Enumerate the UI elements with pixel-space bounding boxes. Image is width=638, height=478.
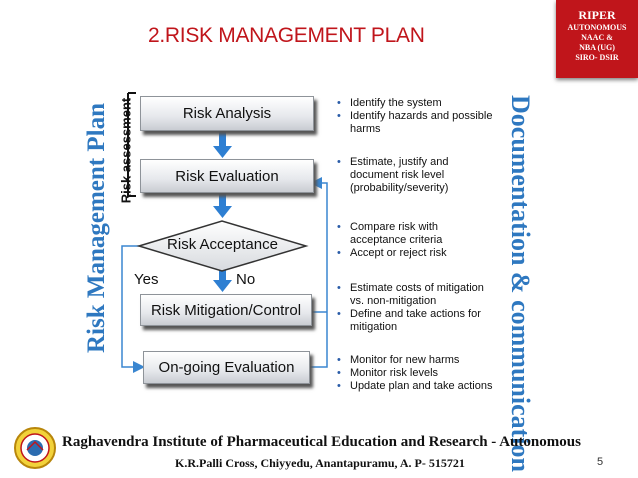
page-title: 2.RISK MANAGEMENT PLAN [148,24,425,47]
list-item: • Update plan and take actions [337,380,493,392]
institute-seal-logo [13,426,57,470]
yes-label: Yes [134,271,159,288]
no-label: No [236,271,256,288]
footer-institute-name: Raghavendra Institute of Pharmaceutical Education and Research - Autonomous [62,434,581,450]
evaluation-bullets [337,156,497,195]
page-number: 5 [597,456,604,468]
analysis-bullets [337,97,497,136]
footer-address: K.R.Palli Cross, Chiyyedu, Anantapuramu, A. P- 515721 [175,456,465,470]
assessment-bracket [128,93,136,196]
list-item: • Estimate costs of mitigation vs. non-mitigation [337,282,484,307]
badge-line: SIRO- DSIR [575,53,619,62]
badge-line: NBA (UG) [579,43,615,52]
yes-branch-line [122,246,142,367]
risk-acceptance-label: Risk Acceptance [167,236,278,253]
list-item: • Identify hazards and possible harms [337,110,493,135]
mitigation-bullets [337,282,497,334]
list-item: • Monitor risk levels [337,367,439,379]
badge-name: RIPER [578,8,616,22]
list-item: • Compare risk with acceptance criteria [337,221,443,246]
risk-analysis-label: Risk Analysis [182,105,272,122]
ongoing-evaluation-box [143,351,310,384]
documentation-communication-label: Documentation & communication [506,95,535,472]
list-item: • Monitor for new harms [337,354,460,366]
list-item: • Estimate, justify and document risk level (probability/severity) [337,156,449,194]
badge-line: NAAC & [581,33,613,42]
ongoing-bullets [337,354,507,393]
risk-management-plan-label: Risk Management Plan [83,103,110,353]
risk-analysis-box [140,96,314,131]
list-item: • Identify the system [337,97,442,109]
risk-assessment-label: Risk assessment [118,97,134,204]
list-item: • Define and take actions for mitigation [337,308,481,333]
acceptance-bullets [337,221,497,260]
badge-line: AUTONOMOUS [567,23,627,32]
risk-evaluation-box [140,159,314,193]
ongoing-evaluation-label: On-going Evaluation [158,359,295,376]
ongoing-feedback-line [309,183,327,367]
list-item: • Accept or reject risk [337,247,447,259]
risk-mitigation-label: Risk Mitigation/Control [150,301,302,319]
risk-mitigation-box [140,294,312,326]
risk-evaluation-label: Risk Evaluation [175,167,279,185]
